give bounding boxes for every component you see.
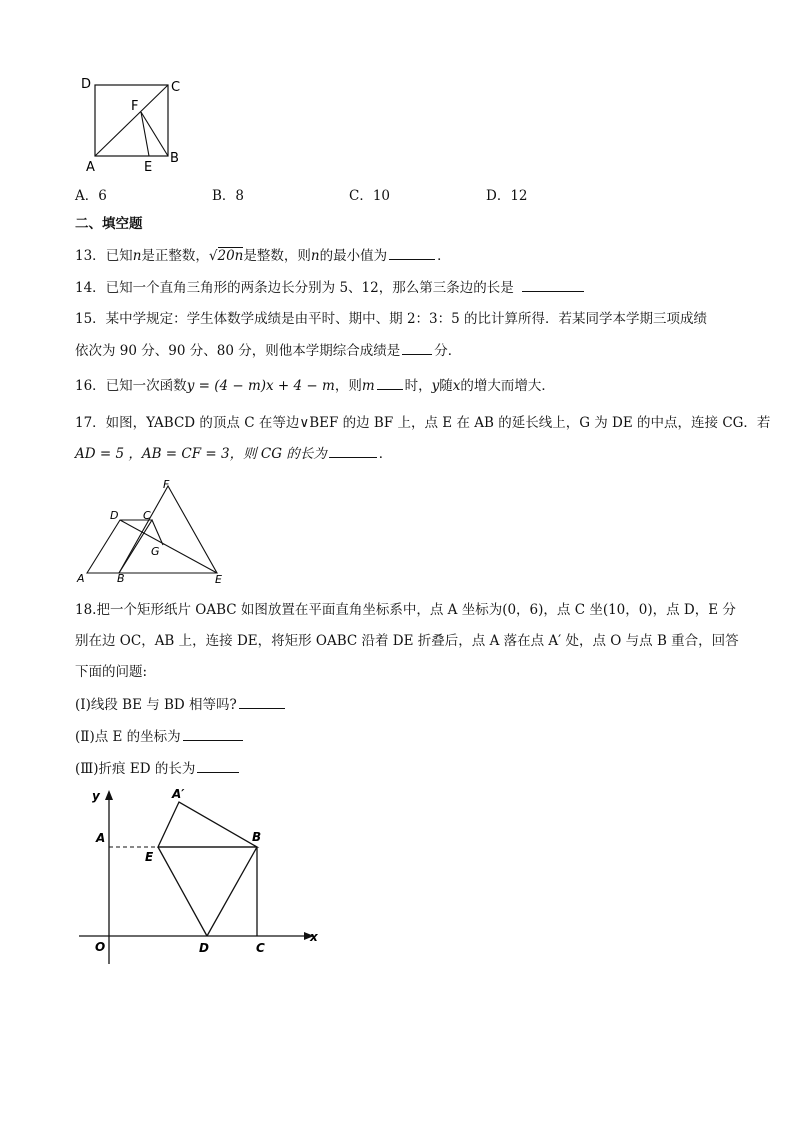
label-x: x xyxy=(310,930,318,944)
label-y: y xyxy=(92,789,100,803)
label-a: A xyxy=(86,160,95,174)
question-14 xyxy=(75,277,586,298)
q16-num: 16． xyxy=(75,378,106,394)
q13-var-n: n xyxy=(132,248,142,264)
q15-text2b: 分． xyxy=(434,343,462,359)
q15-text2a: 依次为 90 分、90 分、80 分，则他本学期综合成绩是 xyxy=(75,343,401,359)
q18-part2-blank xyxy=(183,726,243,741)
question-16 xyxy=(75,375,555,396)
q15-answer-blank xyxy=(402,340,432,355)
question-18-line2: 别在边 OC，AB 上，连接 DE，将矩形 OABC 沿着 DE 折叠后，点 A 落在点 A′ 处，点 O 与点 B 重合，回答 xyxy=(75,633,739,649)
q16-var-y: y xyxy=(431,378,440,394)
segment-bd xyxy=(207,847,257,936)
q18-part2-text: (Ⅱ)点 E 的坐标为 xyxy=(75,729,181,745)
q13-text4: 的最小值为 xyxy=(319,248,388,264)
q13-text1: 已知 xyxy=(105,248,133,264)
label-c: C xyxy=(256,941,265,955)
question-18-part2 xyxy=(75,726,245,747)
q13-radicand: 20n xyxy=(217,248,244,264)
q18-part3-text: (Ⅲ)折痕 ED 的长为 xyxy=(75,761,196,777)
q18-part1-blank xyxy=(239,694,285,709)
q13-sqrt: √20n xyxy=(208,248,244,264)
question-18-part3 xyxy=(75,758,241,779)
y-axis-arrow xyxy=(105,790,113,800)
q16-answer-blank xyxy=(377,375,403,390)
q14-text: 14．已知一个直角三角形的两条边长分别为 5、12，那么第三条边的长是 xyxy=(75,280,514,296)
label-c: C xyxy=(171,80,181,95)
q16-var-m: m xyxy=(361,378,375,394)
coordinate-figure xyxy=(74,784,334,974)
parallelogram-figure xyxy=(72,475,232,587)
label-c: C xyxy=(143,509,151,522)
question-18-line1: 18.把一个矩形纸片 OABC 如图放置在平面直角坐标系中，点 A 坐标为(0，6)，点 C 坐(10，0)，点 D，E 分 xyxy=(75,602,736,618)
q17-text2a: AD = 5 ，AB = CF = 3，则 CG 的长为 xyxy=(75,446,327,462)
label-b: B xyxy=(252,830,262,844)
label-a-prime: A′ xyxy=(172,787,185,801)
question-17-line2 xyxy=(75,443,392,464)
parallelogram-abcd xyxy=(87,520,152,573)
label-a: A xyxy=(96,831,106,845)
q16-var-x: x xyxy=(452,378,461,394)
q13-text2: 是正整数， xyxy=(141,248,209,264)
question-15-line2 xyxy=(75,340,461,361)
label-d: D xyxy=(110,509,119,522)
q13-end: ． xyxy=(437,248,451,264)
label-e: E xyxy=(215,573,222,586)
triangle-bef xyxy=(119,486,217,573)
label-e: E xyxy=(144,160,153,174)
option-b: B．8 xyxy=(212,188,245,204)
label-b: B xyxy=(170,151,179,166)
q13-var-n2: n xyxy=(310,248,320,264)
q13-num: 13． xyxy=(75,248,106,264)
question-15-line1: 15．某中学规定：学生体数学成绩是由平时、期中、期 2：3：5 的比计算所得．若某同学本学期三项成绩 xyxy=(75,311,708,327)
q18-part1-text: (Ⅰ)线段 BE 与 BD 相等吗? xyxy=(75,697,237,713)
segment-cg xyxy=(152,520,163,545)
triangle-a-prime xyxy=(158,802,257,847)
option-d: D．12 xyxy=(486,188,528,204)
label-f: F xyxy=(131,99,139,114)
q13-answer-blank xyxy=(389,245,435,260)
question-18-part1 xyxy=(75,694,287,715)
question-13 xyxy=(75,245,451,266)
q16-text2: ，则 xyxy=(334,378,362,394)
q14-answer-blank xyxy=(522,277,584,292)
question-17-line1: 17．如图，YABCD 的顶点 C 在等边∨BEF 的边 BF 上，点 E 在 AB 的延长线上，G 为 DE 的中点，连接 CG．若 xyxy=(75,415,771,431)
q17-text2b: ． xyxy=(378,446,393,462)
diagonal-ac xyxy=(95,85,168,156)
label-g: G xyxy=(151,545,160,558)
q13-text3: 是整数，则 xyxy=(243,248,311,264)
q17-answer-blank xyxy=(329,443,377,458)
label-e: E xyxy=(145,850,154,864)
q18-part3-blank xyxy=(197,758,239,773)
label-f: F xyxy=(163,478,170,491)
q16-text1: 已知一次函数 xyxy=(105,378,187,394)
option-a: A．6 xyxy=(75,188,107,204)
label-b: B xyxy=(117,572,125,585)
question-18-line3: 下面的问题: xyxy=(75,664,148,680)
q16-text4: 随 xyxy=(439,378,453,394)
q16-text3: 时， xyxy=(404,378,432,394)
section-title: 二、填空题 xyxy=(75,216,143,232)
option-c: C．10 xyxy=(349,188,391,204)
label-o: O xyxy=(95,940,106,954)
q16-text5: 的增大而增大． xyxy=(460,378,555,394)
label-d: D xyxy=(81,77,92,92)
square-figure xyxy=(78,74,188,174)
segment-ed xyxy=(158,847,207,936)
label-d: D xyxy=(199,941,209,955)
q16-formula: y = (4 − m)x + 4 − m xyxy=(186,378,335,394)
label-a: A xyxy=(77,572,85,585)
